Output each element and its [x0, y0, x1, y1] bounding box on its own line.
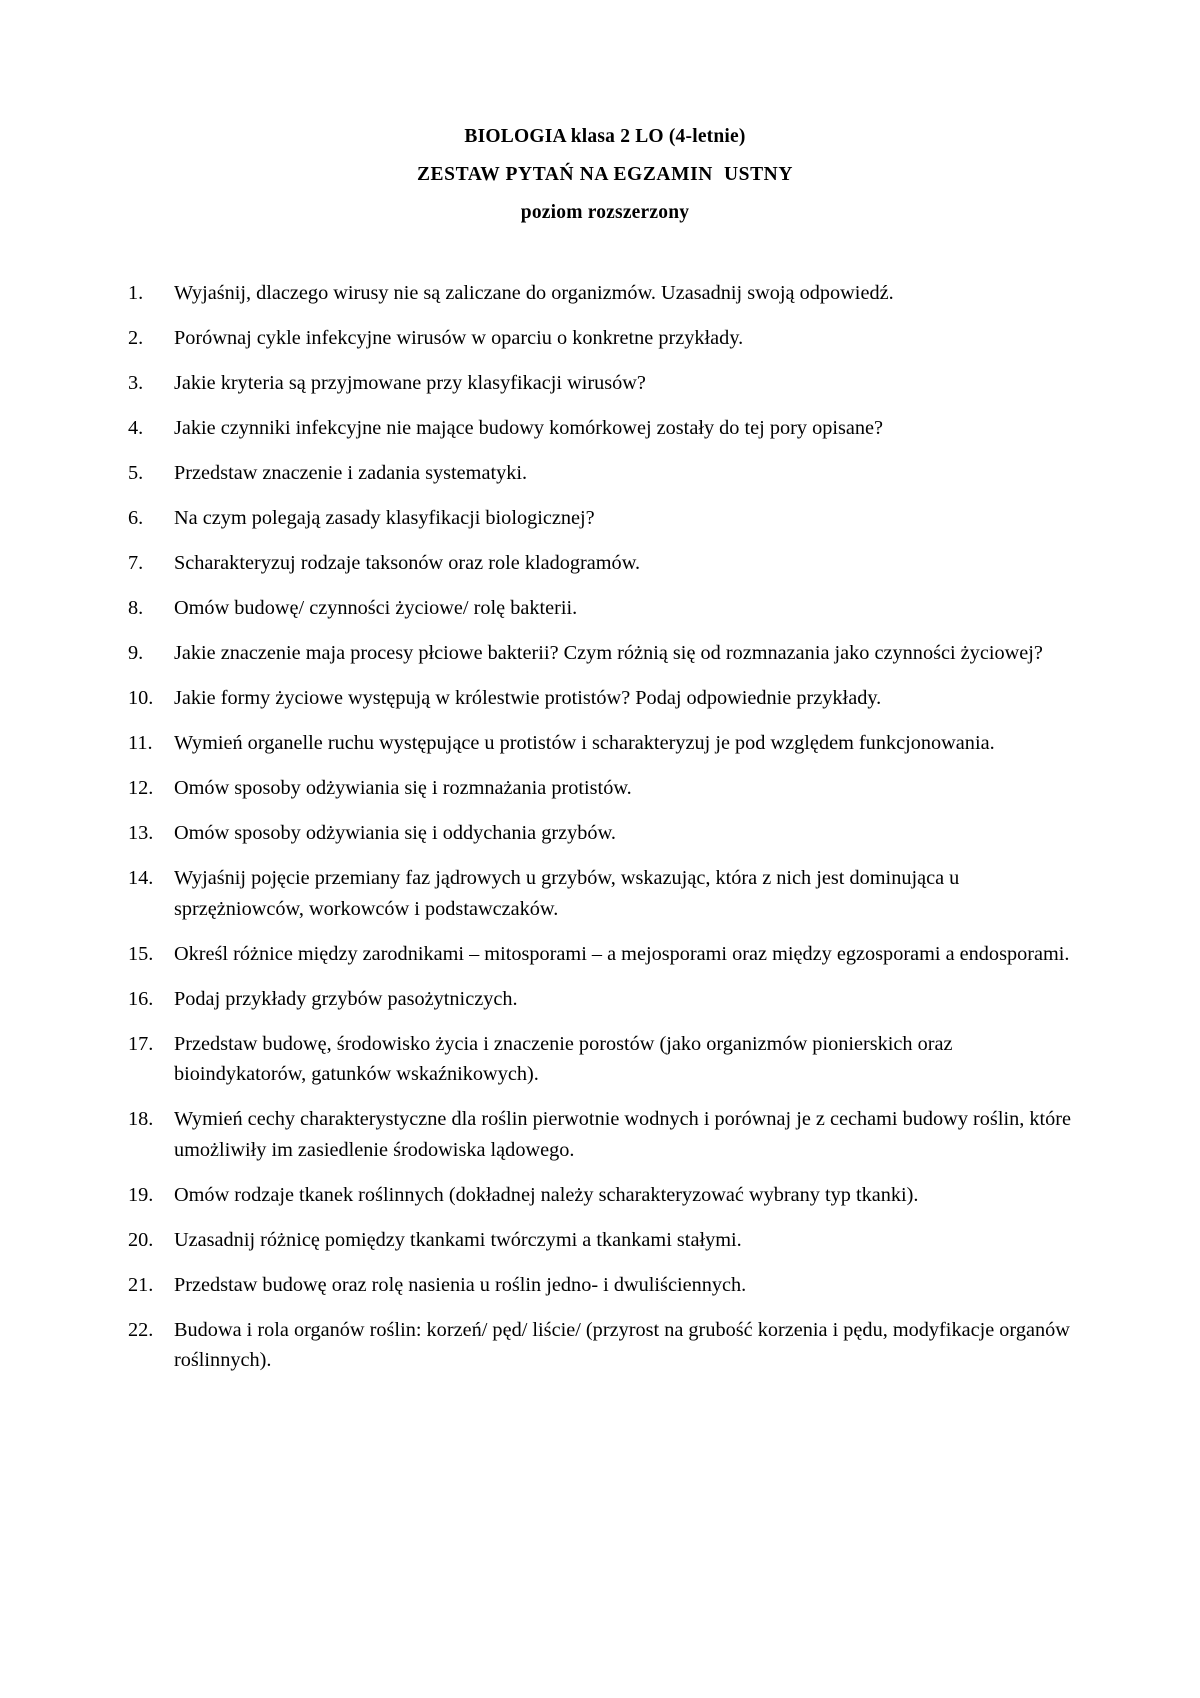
question-text: Omów rodzaje tkanek roślinnych (dokładnej należy scharakteryzować wybrany typ tkanki). [174, 1183, 919, 1206]
question-text: Uzasadnij różnicę pomiędzy tkankami twórczymi a tkankami stałymi. [174, 1228, 742, 1251]
question-item [128, 1180, 1082, 1211]
question-item [128, 939, 1082, 970]
header-title-line-1: BIOLOGIA klasa 2 LO (4-letnie) [464, 126, 746, 147]
question-item [128, 1225, 1082, 1256]
question-text: Przedstaw znaczenie i zadania systematyki. [174, 462, 528, 484]
question-item [128, 503, 1082, 534]
question-item [128, 818, 1082, 849]
question-item [128, 548, 1082, 579]
document-header [128, 118, 1082, 232]
header-title-line-2: ZESTAW PYTAŃ NA EGZAMIN USTNY [416, 164, 794, 185]
question-text: Omów budowę/ czynności życiowe/ rolę bakterii. [174, 597, 578, 619]
question-text: Wyjaśnij, dlaczego wirusy nie są zaliczane do organizmów. Uzasadnij swoją odpowiedź. [174, 282, 894, 304]
question-text: Jakie czynniki infekcyjne nie mające budowy komórkowej zostały do tej pory opisane? [174, 417, 884, 439]
question-text: Scharakteryzuj rodzaje taksonów oraz role kladogramów. [174, 552, 641, 574]
question-item [128, 1270, 1082, 1301]
question-text: Na czym polegają zasady klasyfikacji biologicznej? [174, 507, 595, 529]
question-item [128, 683, 1082, 714]
question-text: Omów sposoby odżywiania się i rozmnażania protistów. [174, 777, 632, 799]
question-item [128, 728, 1082, 759]
question-text: Wyjaśnij pojęcie przemiany faz jądrowych u grzybów, wskazując, która z nich jest dominująca u sprzężniowców, workowców i podstawczaków. [174, 867, 960, 920]
question-text: Jakie formy życiowe występują w królestwie protistów? Podaj odpowiednie przykłady. [174, 687, 882, 709]
header-title-line-3: poziom rozszerzony [520, 202, 690, 223]
question-item [128, 278, 1082, 309]
header-spacer [128, 232, 1082, 278]
question-list [128, 278, 1082, 1376]
question-text: Przedstaw budowę oraz rolę nasienia u roślin jedno- i dwuliściennych. [174, 1273, 747, 1296]
question-item [128, 593, 1082, 624]
question-item [128, 984, 1082, 1015]
question-text: Jakie kryteria są przyjmowane przy klasyfikacji wirusów? [174, 372, 646, 394]
question-text: Budowa i rola organów roślin: korzeń/ pęd/ liście/ (przyrost na grubość korzenia i pędu, modyfikacje organów roślinnych). [174, 1318, 1070, 1371]
question-item [128, 458, 1082, 489]
question-item [128, 368, 1082, 399]
question-item [128, 773, 1082, 804]
question-text: Przedstaw budowę, środowisko życia i znaczenie porostów (jako organizmów pionierskich oraz bioindykatorów, gatunków wskaźnikowych). [174, 1032, 953, 1085]
question-item [128, 1315, 1082, 1376]
question-text: Porównaj cykle infekcyjne wirusów w oparciu o konkretne przykłady. [174, 327, 744, 349]
question-item [128, 1029, 1082, 1090]
question-item [128, 413, 1082, 444]
question-text: Wymień organelle ruchu występujące u protistów i scharakteryzuj je pod względem funkcjonowania. [174, 732, 995, 754]
question-item [128, 1104, 1082, 1165]
question-text: Określ różnice między zarodnikami – mitosporami – a mejosporami oraz między egzosporami a endosporami. [174, 942, 1070, 965]
question-item [128, 638, 1082, 669]
question-text: Jakie znaczenie maja procesy płciowe bakterii? Czym różnią się od rozmnazania jako czynności życiowej? [174, 642, 1043, 664]
question-text: Podaj przykłady grzybów pasożytniczych. [174, 987, 518, 1010]
question-text: Wymień cechy charakterystyczne dla roślin pierwotnie wodnych i porównaj je z cechami budowy roślin, które umożliwiły im zasiedlenie środowiska lądowego. [174, 1108, 1072, 1161]
question-text: Omów sposoby odżywiania się i oddychania grzybów. [174, 822, 616, 844]
question-item [128, 863, 1082, 924]
question-item [128, 323, 1082, 354]
